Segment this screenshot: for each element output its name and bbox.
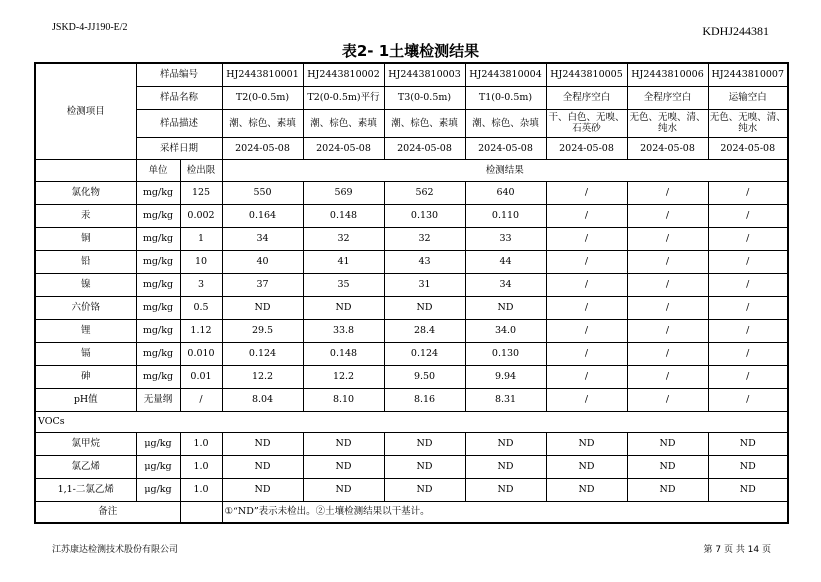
result-value: 8.10 (303, 388, 384, 411)
unit-cell: μg/kg (136, 478, 180, 501)
result-value: / (627, 204, 708, 227)
sample-date: 2024-05-08 (627, 137, 708, 159)
result-value: 9.50 (384, 365, 465, 388)
limit-cell: 3 (180, 273, 222, 296)
result-value: 37 (222, 273, 303, 296)
result-value: / (708, 181, 788, 204)
result-value: ND (384, 296, 465, 319)
result-value: / (546, 227, 627, 250)
result-value: 28.4 (384, 319, 465, 342)
table-row (35, 273, 788, 296)
header-limit: 检出限 (180, 159, 222, 181)
blank-cell (35, 159, 136, 181)
result-value: 0.124 (384, 342, 465, 365)
result-value: ND (627, 432, 708, 455)
result-value: ND (546, 432, 627, 455)
result-value: / (627, 319, 708, 342)
result-value: ND (465, 455, 546, 478)
sample-id: HJ2443810003 (384, 63, 465, 86)
sample-id: HJ2443810002 (303, 63, 384, 86)
result-value: 8.04 (222, 388, 303, 411)
unit-cell: μg/kg (136, 432, 180, 455)
result-value: 0.148 (303, 342, 384, 365)
result-value: 0.148 (303, 204, 384, 227)
header-item-label: 检测项目 (35, 63, 136, 159)
unit-cell: 无量纲 (136, 388, 180, 411)
header-sample-desc: 样品描述 (136, 109, 222, 137)
limit-cell: 1.0 (180, 432, 222, 455)
result-value: / (546, 365, 627, 388)
sample-name: 运输空白 (708, 86, 788, 109)
result-value: ND (384, 478, 465, 501)
table-row (35, 63, 788, 86)
sample-date: 2024-05-08 (384, 137, 465, 159)
blank-cell (180, 501, 222, 523)
limit-cell: 1.0 (180, 478, 222, 501)
result-value: 8.31 (465, 388, 546, 411)
analyte-name: 氯化物 (35, 181, 136, 204)
result-value: 640 (465, 181, 546, 204)
analyte-name: 镉 (35, 342, 136, 365)
table-row (35, 204, 788, 227)
table-row (35, 432, 788, 455)
analyte-name: 汞 (35, 204, 136, 227)
limit-cell: 125 (180, 181, 222, 204)
result-value: 31 (384, 273, 465, 296)
result-value: 0.124 (222, 342, 303, 365)
table-title: 表2- 1土壤检测结果 (341, 42, 480, 60)
analyte-name: 铜 (35, 227, 136, 250)
result-value: 9.94 (465, 365, 546, 388)
analyte-name: 铅 (35, 250, 136, 273)
table-row (35, 478, 788, 501)
result-value: ND (627, 478, 708, 501)
page-number: 第 7 页 共 14 页 (703, 545, 771, 555)
result-value: 35 (303, 273, 384, 296)
vocs-section-label: VOCs (35, 411, 788, 432)
result-value: / (627, 342, 708, 365)
table-row (35, 342, 788, 365)
result-value: ND (627, 455, 708, 478)
limit-cell: 1.12 (180, 319, 222, 342)
limit-cell: 10 (180, 250, 222, 273)
unit-cell: mg/kg (136, 342, 180, 365)
sample-date: 2024-05-08 (222, 137, 303, 159)
sample-name: T2(0-0.5m)平行 (303, 86, 384, 109)
document-code: JSKD-4-JJ190-E/2 (52, 22, 128, 33)
table-row (35, 501, 788, 523)
table-row (35, 250, 788, 273)
unit-cell: mg/kg (136, 296, 180, 319)
result-value: / (546, 204, 627, 227)
result-value: / (546, 273, 627, 296)
result-value: 43 (384, 250, 465, 273)
result-value: 12.2 (303, 365, 384, 388)
remark-label: 备注 (35, 501, 180, 523)
result-value: ND (303, 455, 384, 478)
analyte-name: 氯甲烷 (35, 432, 136, 455)
result-value: 562 (384, 181, 465, 204)
result-value: / (708, 204, 788, 227)
table-row (35, 109, 788, 137)
header-sample-name: 样品名称 (136, 86, 222, 109)
unit-cell: mg/kg (136, 227, 180, 250)
result-value: / (546, 388, 627, 411)
sample-desc: 无色、无嗅、清、纯水 (708, 109, 788, 137)
sample-desc: 潮、棕色、素填 (303, 109, 384, 137)
result-value: 41 (303, 250, 384, 273)
result-value: 0.164 (222, 204, 303, 227)
result-value: / (627, 296, 708, 319)
table-row (35, 159, 788, 181)
result-value: ND (546, 455, 627, 478)
header-sample-id: 样品编号 (136, 63, 222, 86)
table-row (35, 388, 788, 411)
result-value: / (627, 181, 708, 204)
result-value: 34.0 (465, 319, 546, 342)
analyte-name: 1,1-二氯乙烯 (35, 478, 136, 501)
unit-cell: mg/kg (136, 181, 180, 204)
sample-name: T3(0-0.5m) (384, 86, 465, 109)
result-value: / (708, 342, 788, 365)
limit-cell: 0.5 (180, 296, 222, 319)
result-value: 569 (303, 181, 384, 204)
limit-cell: / (180, 388, 222, 411)
result-value: ND (303, 296, 384, 319)
sample-desc: 潮、棕色、素填 (384, 109, 465, 137)
result-value: / (708, 273, 788, 296)
sample-desc: 潮、棕色、素填 (222, 109, 303, 137)
unit-cell: mg/kg (136, 204, 180, 227)
result-value: ND (708, 455, 788, 478)
result-value: 32 (384, 227, 465, 250)
result-value: / (627, 388, 708, 411)
unit-cell: mg/kg (136, 273, 180, 296)
sample-date: 2024-05-08 (465, 137, 546, 159)
result-value: / (708, 296, 788, 319)
limit-cell: 0.010 (180, 342, 222, 365)
result-value: ND (465, 432, 546, 455)
analyte-name: 氯乙烯 (35, 455, 136, 478)
result-value: 0.130 (384, 204, 465, 227)
table-row (35, 319, 788, 342)
result-value: 8.16 (384, 388, 465, 411)
sample-desc: 潮、棕色、杂填 (465, 109, 546, 137)
unit-cell: mg/kg (136, 319, 180, 342)
limit-cell: 1 (180, 227, 222, 250)
result-value: / (627, 250, 708, 273)
result-value: / (708, 319, 788, 342)
sample-name: 全程序空白 (627, 86, 708, 109)
sample-name: 全程序空白 (546, 86, 627, 109)
header-sample-date: 采样日期 (136, 137, 222, 159)
sample-name: T1(0-0.5m) (465, 86, 546, 109)
result-value: ND (303, 478, 384, 501)
result-value: / (708, 250, 788, 273)
analyte-name: 锂 (35, 319, 136, 342)
result-value: 0.130 (465, 342, 546, 365)
analyte-name: 六价铬 (35, 296, 136, 319)
result-value: ND (708, 432, 788, 455)
result-value: / (708, 227, 788, 250)
table-row (35, 365, 788, 388)
table-row (35, 137, 788, 159)
limit-cell: 1.0 (180, 455, 222, 478)
unit-cell: mg/kg (136, 250, 180, 273)
result-value: 0.110 (465, 204, 546, 227)
sample-id: HJ2443810005 (546, 63, 627, 86)
table-row (35, 86, 788, 109)
result-value: 44 (465, 250, 546, 273)
result-value: ND (465, 296, 546, 319)
result-value: ND (303, 432, 384, 455)
result-value: 29.5 (222, 319, 303, 342)
result-value: / (546, 296, 627, 319)
result-value: 33 (465, 227, 546, 250)
table-row (35, 455, 788, 478)
sample-desc: 无色、无嗅、清、纯水 (627, 109, 708, 137)
result-value: / (708, 388, 788, 411)
sample-id: HJ2443810006 (627, 63, 708, 86)
result-value: ND (222, 296, 303, 319)
analyte-name: pH值 (35, 388, 136, 411)
result-value: 34 (222, 227, 303, 250)
result-value: / (546, 250, 627, 273)
result-value: / (546, 319, 627, 342)
result-value: ND (384, 432, 465, 455)
unit-cell: μg/kg (136, 455, 180, 478)
table-row (35, 411, 788, 432)
sample-date: 2024-05-08 (708, 137, 788, 159)
result-value: 12.2 (222, 365, 303, 388)
analyte-name: 镍 (35, 273, 136, 296)
limit-cell: 0.01 (180, 365, 222, 388)
header-result: 检测结果 (222, 159, 788, 181)
sample-id: HJ2443810001 (222, 63, 303, 86)
result-value: / (627, 227, 708, 250)
result-value: / (546, 181, 627, 204)
result-value: 33.8 (303, 319, 384, 342)
result-value: ND (546, 478, 627, 501)
sample-id: HJ2443810007 (708, 63, 788, 86)
result-value: / (627, 273, 708, 296)
company-name: 江苏康达检测技术股份有限公司 (52, 545, 179, 555)
remark-text: ①“ND”表示未检出。②土壤检测结果以干基计。 (222, 501, 788, 523)
result-value: ND (222, 455, 303, 478)
result-value: / (708, 365, 788, 388)
result-value: ND (222, 478, 303, 501)
result-value: 40 (222, 250, 303, 273)
stamp-fragment (380, 570, 500, 582)
table-row (35, 296, 788, 319)
result-value: ND (465, 478, 546, 501)
results-table (34, 62, 789, 524)
report-number: KDHJ244381 (702, 24, 769, 38)
sample-desc: 干、白色、无嗅、石英砂 (546, 109, 627, 137)
result-value: ND (708, 478, 788, 501)
analyte-name: 砷 (35, 365, 136, 388)
unit-cell: mg/kg (136, 365, 180, 388)
sample-id: HJ2443810004 (465, 63, 546, 86)
table-row (35, 181, 788, 204)
result-value: ND (222, 432, 303, 455)
limit-cell: 0.002 (180, 204, 222, 227)
result-value: ND (384, 455, 465, 478)
sample-name: T2(0-0.5m) (222, 86, 303, 109)
result-value: 550 (222, 181, 303, 204)
result-value: / (546, 342, 627, 365)
result-value: 32 (303, 227, 384, 250)
header-unit: 单位 (136, 159, 180, 181)
sample-date: 2024-05-08 (303, 137, 384, 159)
result-value: / (627, 365, 708, 388)
result-value: 34 (465, 273, 546, 296)
table-row (35, 227, 788, 250)
sample-date: 2024-05-08 (546, 137, 627, 159)
